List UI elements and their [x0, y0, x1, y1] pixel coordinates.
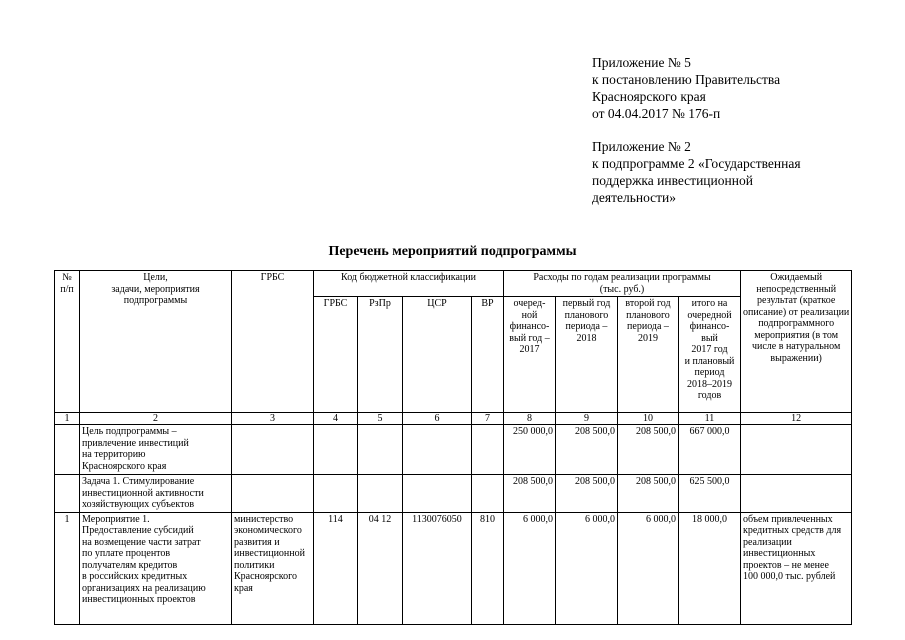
row-rzpr — [358, 425, 403, 475]
row-total: 667 000,0 — [679, 425, 741, 475]
row-y2017: 208 500,0 — [504, 475, 556, 513]
row-vr: 810 — [472, 512, 504, 624]
row-name: Цель подпрограммы – привлечение инвестиций на территорию Красноярского края — [80, 425, 232, 475]
measures-table — [54, 270, 852, 625]
column-number: 4 — [314, 413, 358, 425]
column-number: 7 — [472, 413, 504, 425]
row-y2019: 208 500,0 — [618, 475, 679, 513]
column-number: 12 — [741, 413, 852, 425]
row-rzpr — [358, 475, 403, 513]
row-rzpr: 04 12 — [358, 512, 403, 624]
row-vr — [472, 475, 504, 513]
header-num: № п/п — [55, 271, 80, 413]
row-vr — [472, 425, 504, 475]
annex-header-block-1: Приложение № 5 к постановлению Правительства Красноярского края от 04.04.2017 № 176-п — [592, 55, 781, 121]
annex-header-block-2: Приложение № 2 к подпрограмме 2 «Государственная поддержка инвестиционной деятельности» — [592, 139, 801, 205]
row-total: 18 000,0 — [679, 512, 741, 624]
row-code-grbs — [314, 475, 358, 513]
row-csr: 1130076050 — [403, 512, 472, 624]
row-y2019: 6 000,0 — [618, 512, 679, 624]
row-grbs — [232, 425, 314, 475]
column-number: 11 — [679, 413, 741, 425]
column-number: 9 — [556, 413, 618, 425]
row-total: 625 500,0 — [679, 475, 741, 513]
row-y2019: 208 500,0 — [618, 425, 679, 475]
header-code-vr: ВР — [472, 297, 504, 413]
column-number: 6 — [403, 413, 472, 425]
row-y2017: 250 000,0 — [504, 425, 556, 475]
header-code-grbs: ГРБС — [314, 297, 358, 413]
column-number: 2 — [80, 413, 232, 425]
header-code-csr: ЦСР — [403, 297, 472, 413]
column-number: 1 — [55, 413, 80, 425]
row-name: Задача 1. Стимулирование инвестиционной активности хозяйствующих субъектов — [80, 475, 232, 513]
column-number-row — [55, 413, 852, 425]
row-y2018: 208 500,0 — [556, 475, 618, 513]
row-y2017: 6 000,0 — [504, 512, 556, 624]
header-row-top — [55, 271, 852, 297]
header-exp-2017: очеред- ной финансо- вый год – 2017 — [504, 297, 556, 413]
column-number: 5 — [358, 413, 403, 425]
table-row — [55, 425, 852, 475]
document-title: Перечень мероприятий подпрограммы — [328, 244, 577, 259]
row-csr — [403, 475, 472, 513]
column-number: 3 — [232, 413, 314, 425]
row-code-grbs: 114 — [314, 512, 358, 624]
row-y2018: 6 000,0 — [556, 512, 618, 624]
row-csr — [403, 425, 472, 475]
row-result — [741, 425, 852, 475]
row-num — [55, 475, 80, 513]
column-number: 10 — [618, 413, 679, 425]
row-result: объем привлеченных кредитных средств для реализации инвестиционных проектов – не менее 100 000,0 тыс. рублей — [741, 512, 852, 624]
row-name: Мероприятие 1. Предоставление субсидий на возмещение части затрат по уплате процентов получателям кредитов в российских кредитных организациях на реализацию инвестиционных проектов — [80, 512, 232, 624]
header-goals: Цели, задачи, мероприятия подпрограммы — [80, 271, 232, 413]
column-number: 8 — [504, 413, 556, 425]
header-exp-2019: второй год планового периода – 2019 — [618, 297, 679, 413]
header-result: Ожидаемый непосредственный результат (краткое описание) от реализации подпрограммного мероприятия (в том числе в натуральном выражении) — [741, 271, 852, 413]
row-num: 1 — [55, 512, 80, 624]
header-expenses-group: Расходы по годам реализации программы (тыс. руб.) — [504, 271, 741, 297]
row-grbs: министерство экономического развития и инвестиционной политики Красноярского края — [232, 512, 314, 624]
row-code-grbs — [314, 425, 358, 475]
row-y2018: 208 500,0 — [556, 425, 618, 475]
row-grbs — [232, 475, 314, 513]
header-code-group: Код бюджетной классификации — [314, 271, 504, 297]
row-result — [741, 475, 852, 513]
header-exp-total: итого на очередной финансо- вый 2017 год и плановый период 2018–2019 годов — [679, 297, 741, 413]
table-row — [55, 512, 852, 624]
header-code-rzpr: РзПр — [358, 297, 403, 413]
table-row — [55, 475, 852, 513]
header-exp-2018: первый год планового периода – 2018 — [556, 297, 618, 413]
row-num — [55, 425, 80, 475]
header-grbs: ГРБС — [232, 271, 314, 413]
